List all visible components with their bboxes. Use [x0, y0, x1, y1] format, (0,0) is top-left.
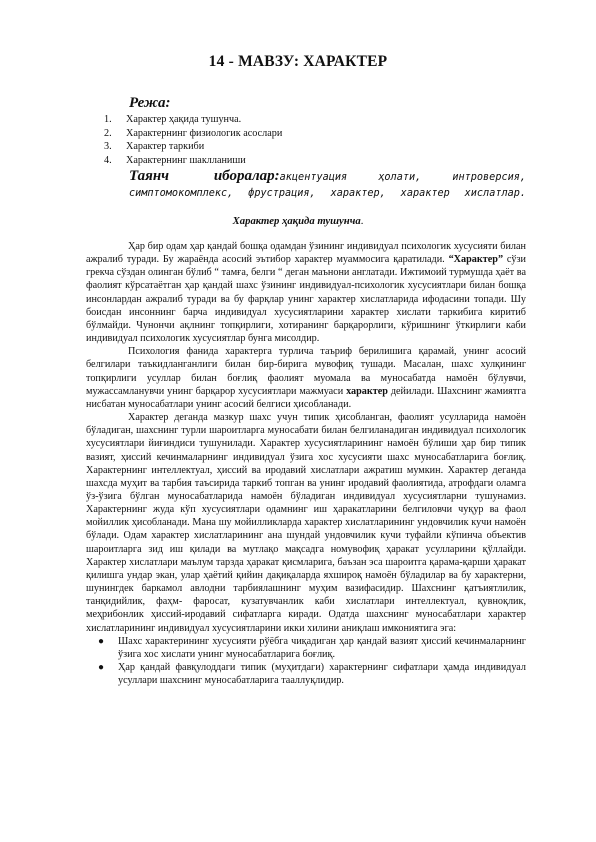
emphasis-term: “Характер” — [448, 254, 504, 266]
bullet-icon: ● — [98, 635, 105, 647]
paragraph-text: Психология фанида характерга турлича таъриф берилишига қарамай, унинг асосий белгилари таъкидланганлиги билан бир-бирига мувофиқ тушади. Масалан, шахс хулқининг топқирлиги усуллар билан боғлиқ фаолият муомала ва муносабатда намоён бўлувчи, мужассамланувчи унинг барқарор хусусиятлари мажмуаси — [86, 346, 526, 397]
plan-item-number: 3. — [104, 141, 112, 153]
paragraph-text: дейилади. Шахснинг жамиятга нисбатан муносабатлари унинг асосий белгиси ҳисобланади. — [86, 385, 526, 410]
page-title: 14 - МАВЗУ: ХАРАКТЕР — [208, 53, 388, 70]
plan-item-text: Характернинг шаклланиши — [126, 154, 246, 166]
plan-item-text: Характернинг физиологик асослари — [126, 127, 283, 139]
section-title — [0, 215, 596, 227]
plan-item-number: 2. — [104, 127, 112, 139]
bullet-icon: ● — [98, 662, 105, 673]
plan-item — [104, 140, 282, 154]
paragraph — [86, 345, 526, 411]
section-title-period: . — [360, 215, 364, 227]
plan-item-text: Характер ҳақида тушунча. — [126, 114, 242, 125]
plan-item-text: Характер таркиби — [126, 141, 205, 153]
paragraph — [86, 240, 526, 345]
key-terms-block — [86, 169, 526, 201]
paragraph-text: сўзи грекча сўздан олинган бўлиб “ тамға, белги “ деган маънони англатади. Ижтимоий турмушда ҳаёт ва фаолият кўрсатаётган ҳар қандай шахс ўзининг индивидуал-психологик хусусиятлари билан бошқа инсонлардан ажралиб туради ва бу фарқлар унинг характер хислатларида ифодасини топади. Шу боисдан инсоннинг барча индивидуал хусусиятларини характер хислати таркибига киритиб бўлмайди. Чунончи ақлнинг топқирлиги, хотиранинг барқарорлиги, кўришнинг ўткирлиги каби индивидуал психологик хусусиятлар бунга мисолдир. — [86, 254, 527, 345]
plan-list — [104, 113, 282, 167]
key-terms — [86, 169, 526, 201]
emphasis-term: характер — [346, 385, 388, 397]
paragraph-text: Ҳар бир одам ҳар қандай бошқа одамдан ўзининг индивидуал психологик хусусияти билан ажралиб туради. Бу жараёнда асосий эътибор характер муаммосига қаратилади. — [86, 241, 526, 266]
bullet-item — [86, 635, 526, 661]
plan-item — [104, 113, 282, 127]
plan-item-number: 1. — [104, 114, 112, 125]
plan-item — [104, 154, 282, 168]
key-terms-label: Таянч иборалар: — [129, 168, 280, 184]
key-terms-text: акцентуация ҳолати, интроверсия, симптомокомплекс, фрустрация, характер, характер хислатлар. — [129, 172, 526, 199]
section-title-text: Характер ҳақида тушунча — [232, 215, 361, 227]
paragraph: Характер деганда мазкур шахс учун типик ҳисобланган, фаолият усулларида намоён бўладиган, шахснинг турли шароитларга муносабати билан белгиланадиган индивидуал психологик хусусиятлари йиғиндиси тушунилади. Характер хусусиятларининг намоён бўлиши ҳар бир типик вазият, ҳиссий кечинмаларнинг индивидуал ўзига хос хусусияти шахс муносабатларига боғлиқ. Характернинг интеллектуал, ҳиссий ва иродавий хислатлари ажратиш мумкин. Характер деганда шахсда муҳит ва тарбия таъсирида таркиб топган ва унинг иродавий фаолиятида, атрофдаги оламга ўз-ўзига бўлган муносабатларида намоён бўладиган индивидуал хусусиятларни тушунамиз. Характернинг жуда кўп хусусиятлари одамнинг иш ҳаракатларини белгиловчи чуқур ва фаол мойиллик ҳисобланади. Мана шу мойилликларда характер хислатларининг ундовчилик кучи намоён бўлади. Одам характер хислатларининг ана шундай ундовчилик кучи туфайли кўпинча объектив шароитларга зид иш қилади ва мутлақо мақсадга номувофиқ ҳаракат усулларини қўллайди. Характер хислатлари маълум тарзда ҳаракат қисмларига, баъзан эса шароитга қарама-қарши ҳаракат қилишга ундар экан, улар ҳаётий қийин дақиқаларда яхшироқ намоён бўладилар ва бу характерни, шунингдек баркамол авлодни тарбиялашнинг муҳим вазифасидир. Шахснинг қатъиятлилик, танқидийлик, фаҳм- фаросат, кузатувчанлик каби хислатлари интеллектуал, қувноқлик, меҳрибонлик ҳиссий-иродавий сифатларга киради. Одатда шахснинг муносабатлари характер хислатларининг индивидуал хусусиятларини икки хилини аниқлаш имкониятига эга: — [86, 412, 526, 634]
bullet-list — [86, 635, 526, 688]
bullet-text: Ҳар қандай фавқулоддаги типик (муҳитдаги) характернинг сифатлари ҳамда индивидуал усуллари шахснинг муносабатларига тааллуқлидир. — [118, 662, 526, 687]
plan-heading: Режа: — [129, 95, 171, 111]
plan-item — [104, 127, 282, 141]
bullet-text: Шахс характерининг хусусияти рўёбга чиқадиган ҳар қандай вазият ҳиссий кечинмаларнинг ўзига хос хислати унинг муносабатларига боғлиқ. — [118, 635, 526, 660]
bullet-item — [86, 661, 526, 687]
body-text — [86, 240, 526, 687]
plan-item-number: 4. — [104, 154, 112, 166]
